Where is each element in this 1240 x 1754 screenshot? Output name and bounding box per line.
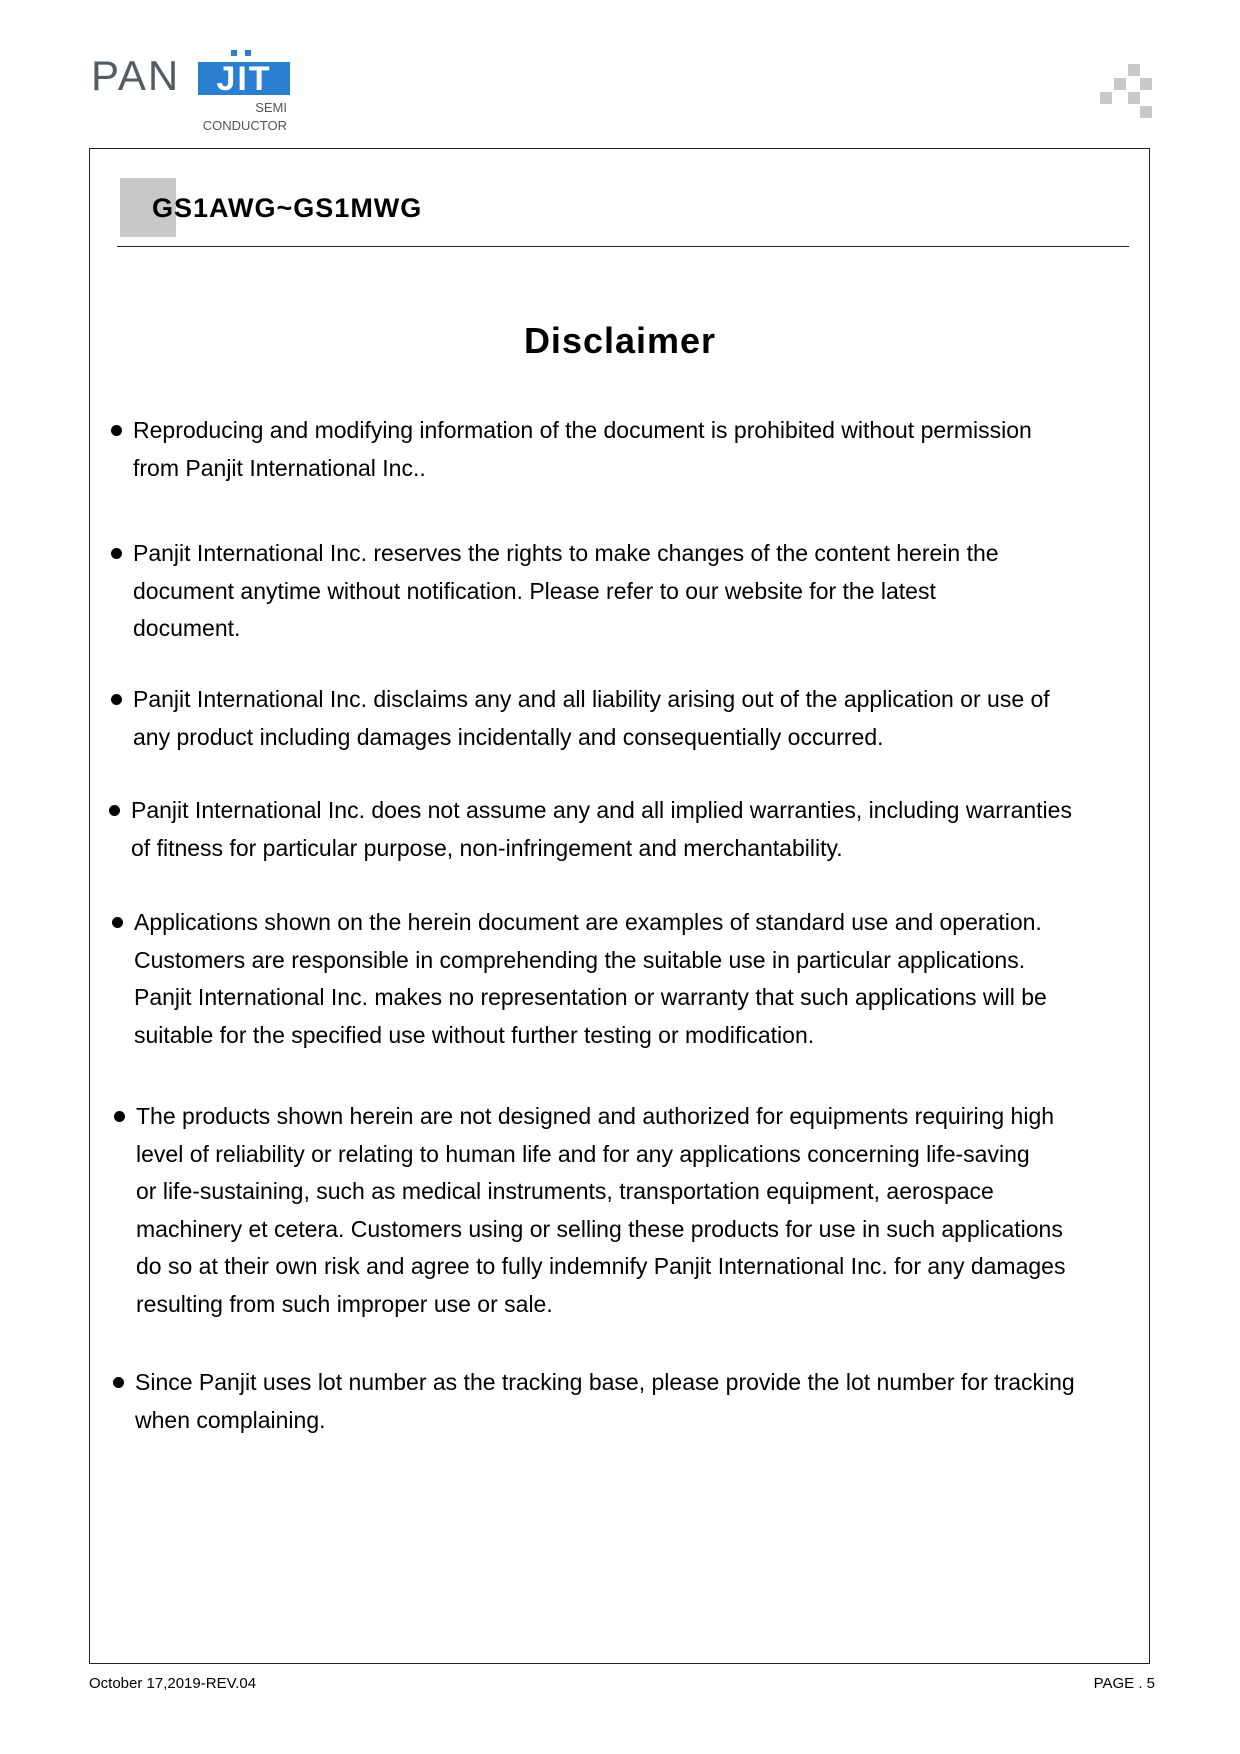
disclaimer-item: [133, 535, 1143, 648]
disclaimer-item: [133, 412, 1143, 487]
disclaimer-line: from Panjit International Inc..: [133, 454, 426, 481]
disclaimer-item: [136, 1098, 1146, 1323]
disclaimer-line: Panjit International Inc. makes no representation or warranty that such applications will be: [134, 984, 1047, 1010]
disclaimer-line: Customers are responsible in comprehending the suitable use in particular applications.: [134, 946, 1026, 973]
disclaimer-line: document.: [133, 615, 241, 641]
bullet-icon: [112, 917, 123, 928]
logo-brand-right: JIT: [198, 62, 290, 95]
logo-brand-left: PAN: [91, 52, 181, 99]
bullet-icon: [111, 694, 122, 705]
footer-page-number: PAGE . 5: [1093, 1675, 1155, 1692]
company-logo: [91, 48, 291, 138]
disclaimer-line: Panjit International Inc. disclaims any and all liability arising out of the application or use of: [133, 686, 1050, 712]
disclaimer-line: of fitness for particular purpose, non-infringement and merchantability.: [131, 834, 843, 861]
title-divider: [117, 246, 1129, 247]
disclaimer-line: Since Panjit uses lot number as the tracking base, please provide the lot number for tracking: [135, 1369, 1075, 1395]
disclaimer-item: [133, 681, 1143, 756]
disclaimer-line: resulting from such improper use or sale.: [136, 1290, 553, 1317]
logo-dots-icon: [227, 50, 257, 58]
page-heading: Disclaimer: [523, 320, 717, 361]
disclaimer-line: machinery et cetera. Customers using or selling these products for use in such applications: [136, 1215, 1063, 1242]
disclaimer-item: [135, 1364, 1145, 1439]
part-number-title: GS1AWG~GS1MWG: [152, 193, 423, 223]
disclaimer-line: suitable for the specified use without further testing or modification.: [134, 1021, 815, 1048]
footer-date-revision: October 17,2019-REV.04: [89, 1675, 257, 1692]
disclaimer-line: Applications shown on the herein document are examples of standard use and operation.: [134, 909, 1042, 935]
disclaimer-line: The products shown herein are not designed and authorized for equipments requiring high: [136, 1103, 1055, 1129]
disclaimer-item: [134, 904, 1144, 1054]
bullet-icon: [114, 1111, 125, 1122]
logo-sub-line1: SEMI: [255, 100, 287, 115]
bullet-icon: [113, 1377, 124, 1388]
disclaimer-line: when complaining.: [135, 1406, 326, 1433]
decorative-pattern-icon: [1100, 64, 1154, 118]
disclaimer-line: document anytime without notification. Please refer to our website for the latest: [133, 577, 936, 604]
disclaimer-line: Panjit International Inc. reserves the rights to make changes of the content herein the: [133, 540, 999, 566]
disclaimer-line: Reproducing and modifying information of the document is prohibited without permission: [133, 417, 1032, 443]
bullet-icon: [109, 805, 120, 816]
bullet-icon: [111, 548, 122, 559]
disclaimer-item: [131, 792, 1141, 867]
disclaimer-line: do so at their own risk and agree to fully indemnify Panjit International Inc. for any damages: [136, 1253, 1066, 1279]
logo-sub-line2: CONDUCTOR: [202, 118, 287, 133]
disclaimer-line: any product including damages incidentally and consequentially occurred.: [133, 723, 884, 750]
disclaimer-line: level of reliability or relating to human life and for any applications concerning life-saving: [136, 1140, 1030, 1167]
bullet-icon: [111, 425, 122, 436]
disclaimer-line: or life-sustaining, such as medical instruments, transportation equipment, aerospace: [136, 1178, 994, 1204]
disclaimer-line: Panjit International Inc. does not assume any and all implied warranties, including warranties: [131, 797, 1072, 823]
